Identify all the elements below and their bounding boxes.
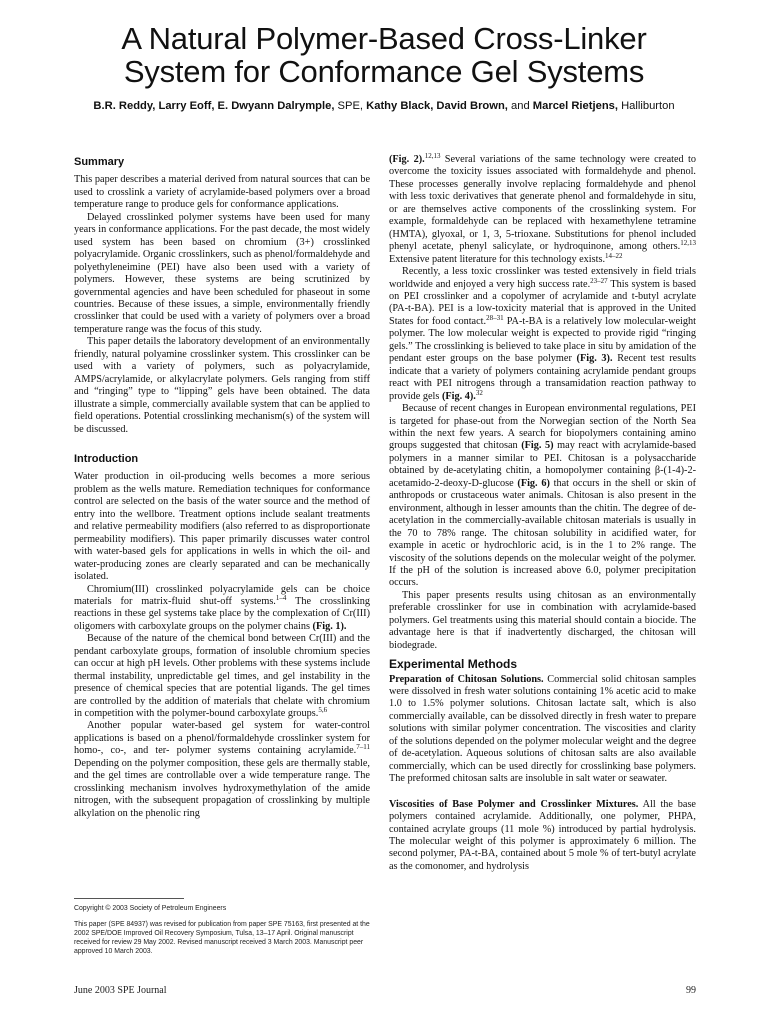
and-word: and bbox=[507, 100, 533, 112]
right-p1-text-b: Extensive patent literature for this technology exists. bbox=[389, 253, 606, 265]
preparation-paragraph bbox=[389, 674, 696, 786]
intro-p4-text-b: Depending on the polymer composition, these gels are thermally stable, and the gel times are controllable over a wide temperature range. The crosslinking mechanism involves hydroxymethylation of the amide nitrogen, with the subsequent propagation of crosslinking by multiple alkylation on the phenolic ring bbox=[74, 757, 370, 819]
right-p1-text: Several variations of the same technology were created to overcome the toxicity issues associated with formaldehyde and phenol. These processes generally involve replacing formaldehyde and phenol with less toxic derivatives that generate phenol and formaldehyde in situ, or are themselves active components of the crosslinking system. For example, formaldehyde can be replaced with hexamethylene tetramine (HMTA), glyoxal, or 1, 3, 5-trioxane. Substitutions for phenol included phenyl acetate, phenyl salicylate, or hydroquinone, among others. bbox=[389, 154, 697, 253]
right-p2-text-c: PA-t-BA is a relatively low molecular-weight polymer. The low molecular weight is expected to provide rigid “ringing gels.” The crosslinking is believed to take place in situ by amidation of the pendant ester groups on the base polymer bbox=[389, 315, 696, 365]
ref-sup: 12,13 bbox=[424, 152, 441, 160]
footnote-rule bbox=[74, 898, 184, 899]
right-p2-text: Recently, a less toxic crosslinker was tested extensively in field trials worldwide and enjoyed a very high success rate. bbox=[389, 266, 696, 290]
intro-paragraph-3 bbox=[74, 633, 370, 720]
intro-paragraph-2 bbox=[74, 584, 370, 634]
ref-sup: 32 bbox=[475, 388, 483, 397]
viscosities-paragraph bbox=[389, 799, 696, 874]
right-p2-text-d: Recent test results indicate that a variety of polymers containing acrylamide pendant groups react with PEI nitrogens through a transamidation reaction pathway to provide gels bbox=[389, 353, 696, 402]
intro-p2-text: Chromium(III) crosslinked polyacrylamide gels can be choice materials for matrix-fluid shut-off systems. bbox=[74, 583, 370, 607]
title-line-2: System for Conformance Gel Systems bbox=[123, 54, 645, 89]
ref-sup: 7–11 bbox=[356, 743, 370, 752]
introduction-heading: Introduction bbox=[74, 452, 139, 465]
viscosities-text: All the base polymers contained acrylamide. Additionally, one polymer, PHPA, contained acrylate groups (11 mole %) introduced by partial hydrolysis. The molecular weight of this polymer is approximately 6 million. The second polymer, PA-t-BA, contained about 5 mole % of tert-butyl acrylate as the comonomer, and hydrolysis bbox=[389, 798, 696, 872]
ref-sup: 1–4 bbox=[275, 593, 287, 602]
affiliation: Halliburton bbox=[617, 100, 675, 112]
fig-ref: (Fig. 5) bbox=[521, 440, 554, 452]
fig-ref: (Fig. 1). bbox=[312, 620, 347, 632]
summary-paragraph-1: This paper describes a material derived from natural sources that can be used to crosslink a variety of acrylamide-based polymers over a broad temperature range to produce gels for conformance applications. bbox=[74, 174, 370, 211]
preparation-runin-heading: Preparation of Chitosan Solutions. bbox=[389, 673, 544, 685]
author-names-2: Kathy Black, David Brown, bbox=[366, 100, 508, 112]
right-column bbox=[389, 154, 696, 873]
right-paragraph-1 bbox=[389, 154, 696, 266]
copyright-note: Copyright © 2003 Society of Petroleum Engineers bbox=[74, 905, 227, 912]
right-p3-text-b: may react with acrylamide-based polymers in a manner similar to PEI. Chitosan is a polysaccharide obtained by de-acetylating chitin, a homopolymer containing β-(1-4)-2-acetamido-2-deoxy-D-glucose bbox=[389, 440, 697, 489]
right-paragraph-3 bbox=[389, 403, 696, 590]
ref-sup: 28–31 bbox=[486, 313, 504, 322]
author-names-3: Marcel Rietjens, bbox=[532, 100, 618, 112]
running-footer: June 2003 SPE Journal bbox=[74, 985, 167, 996]
right-p3-text-c: that occurs in the shell or skin of anthropods or crustaceous water animals. Chitosan is also present in the environment, although in lesser amounts than the chitin. The degree of de-acetylation in the commercially-available chitosan materials is usually in the 70 to 78% range. The chitosan solubility in acidified water, for example in acetic or hydrochloric acid, is in the 1 to 2% range. The viscosity of the solutions depends on the molecular weight of the polymer. If the pH of the solution is increased above 6.0, polymer precipitation occurs. bbox=[389, 477, 696, 589]
author-names-1: B.R. Reddy, Larry Eoff, E. Dwyann Dalrymple, bbox=[93, 100, 335, 112]
intro-paragraph-4 bbox=[74, 720, 370, 820]
fig-ref: (Fig. 2). bbox=[389, 154, 425, 165]
fig-ref: (Fig. 3). bbox=[576, 353, 613, 365]
left-column bbox=[74, 156, 370, 820]
spe-label: SPE, bbox=[334, 100, 367, 112]
ref-sup: 14–22 bbox=[605, 251, 623, 260]
author-line bbox=[0, 100, 768, 112]
summary-heading: Summary bbox=[74, 156, 125, 168]
ref-sup: 23–27 bbox=[590, 276, 608, 285]
title-line-1: A Natural Polymer-Based Cross-Linker bbox=[121, 21, 647, 56]
publication-note: This paper (SPE 84937) was revised for publication from paper SPE 75163, first presented at the 2002 SPE/DOE Improved Oil Recovery Symposium, Tulsa, 13–17 April. Original manuscript received for review 29 May 2002. Revised manuscript received 3 March 2003. Manuscript peer approved 10 March 2003. bbox=[74, 921, 370, 955]
right-p3-text: Because of recent changes in European environmental regulations, PEI is targeted for phase-out from the Norwegian section of the North Sea within the next few years. A search for biopolymers containing amino groups suggested that chitosan bbox=[389, 403, 696, 452]
paper-title bbox=[0, 22, 768, 88]
viscosities-runin-heading: Viscosities of Base Polymer and Crosslinker Mixtures. bbox=[389, 798, 639, 810]
fig-ref: (Fig. 6) bbox=[517, 477, 550, 489]
fig-ref: (Fig. 4). bbox=[441, 390, 476, 402]
preparation-text: Commercial solid chitosan samples were dissolved in fresh water solutions containing 1% acetic acid to make 1.0 to 1.5% polymer solutions. Chitosan lactate salt, which is also commercially available, can be dissolved directly in fresh water to prepare solutions with similar polymer concentration. The viscosities and clarity of the solutions depended on the polymer molecular weight and the degree of de-acetylation. Aqueous solutions of chitosan salts are also available commercially, which can be used directly for crosslinking base polymers. The preformed chitosan salts are insoluble in salt water or seawater. bbox=[389, 673, 696, 785]
intro-p3-text: Because of the nature of the chemical bond between Cr(III) and the pendant carboxylate groups, formation of insoluble chromium species can occur at high pH levels. Other problems with these systems include thermal instability, unpredictable gel times, and gel instability in the presence of chemical species that are potential ligands. The gel times are controlled by the addition of materials that chelate with chromium in competition with the polymer-bound carboxylate groups. bbox=[74, 633, 370, 720]
ref-sup: 12,13 bbox=[680, 239, 696, 248]
intro-paragraph-1: Water production in oil-producing wells becomes a more serious problem as the wells mature. Remediation techniques for conformance control are selected on the basis of the water source and the method of entry into the wellbore. Treatment options include sealant treatments and relative permeability modifiers (also referred to as disproportionate permeability modifiers). This paper primarily discusses water control with water-based gels for applications in wells in which the oil- and water-producing zones are clearly separated and can be mechanically isolated. bbox=[74, 471, 370, 583]
right-p2-text-b: This system is based on PEI crosslinker and a copolymer of acrylamide and t-butyl acrylate (PA-t-BA). PEI is a low-toxicity material that is approved in the United States for food contact. bbox=[389, 278, 697, 327]
intro-p4-text: Another popular water-based gel system for water-control applications is based on a phenol/formaldehyde crosslinker system for homo-, co-, and ter- polymer systems containing acrylamide. bbox=[74, 720, 370, 757]
ref-sup: 5,6 bbox=[318, 706, 328, 715]
summary-paragraph-2: Delayed crosslinked polymer systems have been used for many years in conformance applications. For the past decade, the most widely used system has been based on chromium (3+) crosslinked polyacrylamide. Organic crosslinkers, such as phenol/formaldehyde and polyethyleneimine (PEI) have also been used with a variety of polymers. However, these systems are being scrutinized by governmental agencies and have been scheduled for phaseout in some countries. Because of these issues, a simple, environmentally friendly crosslinker that could be used with a variety of polymers over a broad temperature range was the focus of this study. bbox=[74, 211, 370, 335]
right-paragraph-2 bbox=[389, 266, 696, 403]
experimental-methods-heading: Experimental Methods bbox=[389, 657, 518, 672]
summary-paragraph-3: This paper details the laboratory development of an environmentally friendly, natural polyamine crosslinker system. This crosslinker can be used with a variety of polymers, such as polyacrylamide, AMPS/acrylamide, or alkylacrylate polymers. Gels ranging from stiff and “ringing” type to “lipping” gels have been obtained. The data illustrate a simple, commercially available system that can be applied to field operations. Potential crosslinking mechanism(s) of the system will be discussed. bbox=[74, 336, 370, 435]
intro-p2-text-b: The crosslinking reactions in these gel systems take place by the complexation of Cr(III) oligomers with carboxylate groups on the polymer chains bbox=[74, 595, 370, 632]
page-number: 99 bbox=[686, 985, 696, 996]
right-paragraph-4: This paper presents results using chitosan as an environmentally preferable crosslinker for use in combination with acrylamide-based polymers. Gel treatments using this material should contain a biocide. The advantage here is that if inadvertently discharged, the chitosan will biodegrade. bbox=[389, 589, 696, 651]
